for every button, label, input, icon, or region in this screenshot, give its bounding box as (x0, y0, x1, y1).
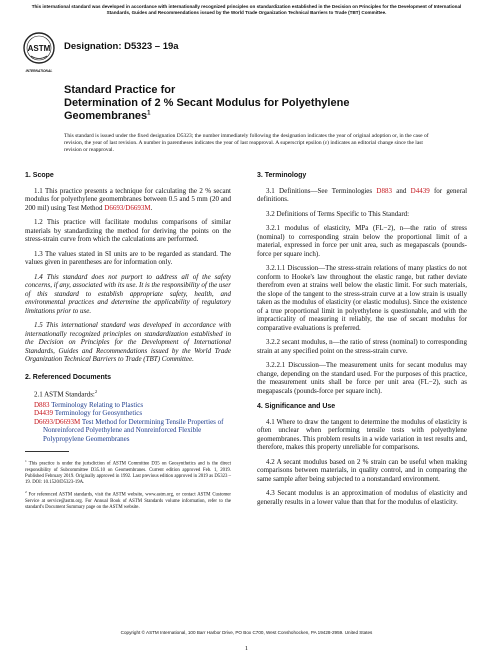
link-d6693[interactable]: D6693/D6693M (104, 203, 151, 212)
title-line-2: Determination of 2 % Secant Modulus for Polyethylene (64, 97, 350, 109)
issued-note: This standard is issued under the fixed designation D5323; the number immediately following the designation indicates the year of original adoption or, in the case of revision, the year of last revision. A number in parentheses indicates the year of last reapproval. A superscript epsilon (ε) indicates an editorial change since the last revision or reapproval. (64, 133, 429, 153)
title-footnote-mark: 1 (147, 110, 151, 117)
reference-item[interactable]: D4439 Terminology for Geosynthetics (34, 409, 143, 418)
paragraph-4-2: 4.2 A secant modulus based on 2 % strain can be useful when making comparisons between materials, in quality control, and in comparing the same sample after being subjected to a nonstandard environment. (257, 457, 467, 483)
page-number: 1 (244, 645, 249, 652)
paragraph-3-2-1-1: 3.2.1.1 Discussion—The stress-strain relations of many plastics do not conform to Hooke's law throughout the elastic range, but rather deviate therefrom even at strains well below the elastic limit. For such materials, the slope of the tangent to the stress-strain curve at a low strain is usually taken as the modulus of elasticity (or elastic modulus). Since the existence of a true proportional limit in polyethylene is questionable, and with the impracticality of measuring it reliably, the use of secant modulus for comparative evaluations is preferred. (257, 264, 467, 332)
section-scope-heading: 1. Scope (25, 172, 54, 179)
left-column (25, 172, 231, 453)
paragraph-1-3: 1.3 The values stated in SI units are to be regarded as standard. The values given in parentheses are for information only. (25, 249, 231, 266)
footnote-divider (25, 451, 69, 452)
paragraph-1-4: 1.4 This standard does not purport to address all of the safety concerns, if any, associated with its use. It is the responsibility of the user of this standard to establish appropriate safety, health, and environmental practices and determine the applicability of regulatory limitations prior to use. (25, 272, 231, 315)
astm-logo (22, 31, 56, 76)
reference-item[interactable]: D883 Terminology Relating to Plastics (34, 400, 144, 409)
reference-item[interactable]: D6693/D6693M Test Method for Determining Tensile Properties of Nonreinforced Polyethylene and Nonreinforced Flexible Polypropylene Geomembranes (34, 417, 224, 443)
link-d4439[interactable]: D4439 (410, 186, 430, 195)
reference-list (34, 401, 231, 444)
footnote-2: $^2$ For referenced ASTM standards, visit the ASTM website, www.astm.org, or contact ASTM Customer Service at service@astm.org. For Annual Book of ASTM Standards volume information, refer to the standard's Document Summary page on the ASTM website. (25, 490, 231, 510)
paragraph-3-2: 3.2 Definitions of Terms Specific to This Standard: (266, 209, 410, 218)
paragraph-1-2: 1.2 This practice will facilitate modulus comparisons of similar materials by standardizing the method for deriving the points on the stress-strain curve from which the calculations are performed. (25, 218, 231, 243)
paragraph-4-1: 4.1 Where to draw the tangent to determine the modulus of elasticity is often unclear when performing tensile tests with polyethylene geomembranes. This problem results in a wide variation in test results and, therefore, makes this property unreliable for comparisons. (257, 417, 467, 451)
section-significance-heading: 4. Significance and Use (257, 403, 336, 410)
title-line-1: Standard Practice for (64, 84, 176, 96)
copyright-line: Copyright © ASTM International, 100 Barr Harbor Drive, PO Box C700, West Conshohocken, PA 19428-2959. United States (120, 630, 373, 635)
header-notice: This international standard was developed in accordance with internationally recognized principles on standardization established in the Decision on Principles for the Development of International Standards, Guides and Recommendations issued by the World Trade Organization Technical Barriers to Trade (TBT) Committee. (31, 4, 462, 15)
link-d883[interactable]: D883 (376, 186, 392, 195)
paragraph-3-2-2: 3.2.2 secant modulus, n—the ratio of stress (nominal) to corresponding strain at any specified point on the stress-strain curve. (257, 338, 467, 355)
paragraph-3-1: 3.1 Definitions—See Terminologies D883 and D4439 for general definitions. (257, 186, 468, 203)
svg-text:INTERNATIONAL: INTERNATIONAL (25, 69, 53, 73)
right-column (257, 172, 467, 512)
section-references-heading: 2. Referenced Documents (25, 373, 111, 381)
paragraph-4-3: 4.3 Secant modulus is an approximation of modulus of elasticity and generally results in a lower value than that for the modulus of elasticity. (257, 489, 467, 506)
designation: Designation: D5323 – 19a (64, 41, 179, 52)
paragraph-3-2-2-1: 3.2.2.1 Discussion—The measurement units for secant modulus may change, depending on the standard used. For the purposes of this practice, the measurement units shall be force per unit area (FL−2), such as megapascals (pounds-force per square inch). (257, 361, 467, 395)
title-line-3: Geomembranes$^1$ (64, 110, 151, 122)
svg-text:ASTM: ASTM (27, 44, 51, 53)
references-intro: 2.1 ASTM Standards:$^2$ (34, 389, 98, 399)
paragraph-1-5: 1.5 This international standard was developed in accordance with internationally recognized principles on standardization established in the Decision on Principles for the Development of International Standards, Guides and Recommendations issued by the World Trade Organization Technical Barriers to Trade (TBT) Committee. (25, 321, 231, 363)
footnote-1: $^1$ This practice is under the jurisdiction of ASTM Committee D35 on Geosynthetics and is the direct responsibility of Subcommittee D35.10 on Geomembranes. Current edition approved Feb. 1, 2019. Published February 2019. Originally approved in 1992. Last previous edition approved in 2019 as D5323 – 19. DOI: 10.1520/D5323-19A. (25, 459, 231, 485)
document-title (64, 84, 444, 123)
paragraph-3-2-1: 3.2.1 modulus of elasticity, MPa (FL−2), n—the ratio of stress (nominal) to corresponding strain below the proportional limit of a material, expressed in force per unit area, such as megapascals (pounds-force per square inch). (257, 224, 467, 258)
section-terminology-heading: 3. Terminology (257, 172, 307, 179)
paragraph-1-1: 1.1 This practice presents a technique for calculating the 2 % secant modulus for polyethylene geomembranes between 0.5 and 5 mm (20 and 200 mil) using Test Method D6693/D6693M. (25, 186, 231, 212)
